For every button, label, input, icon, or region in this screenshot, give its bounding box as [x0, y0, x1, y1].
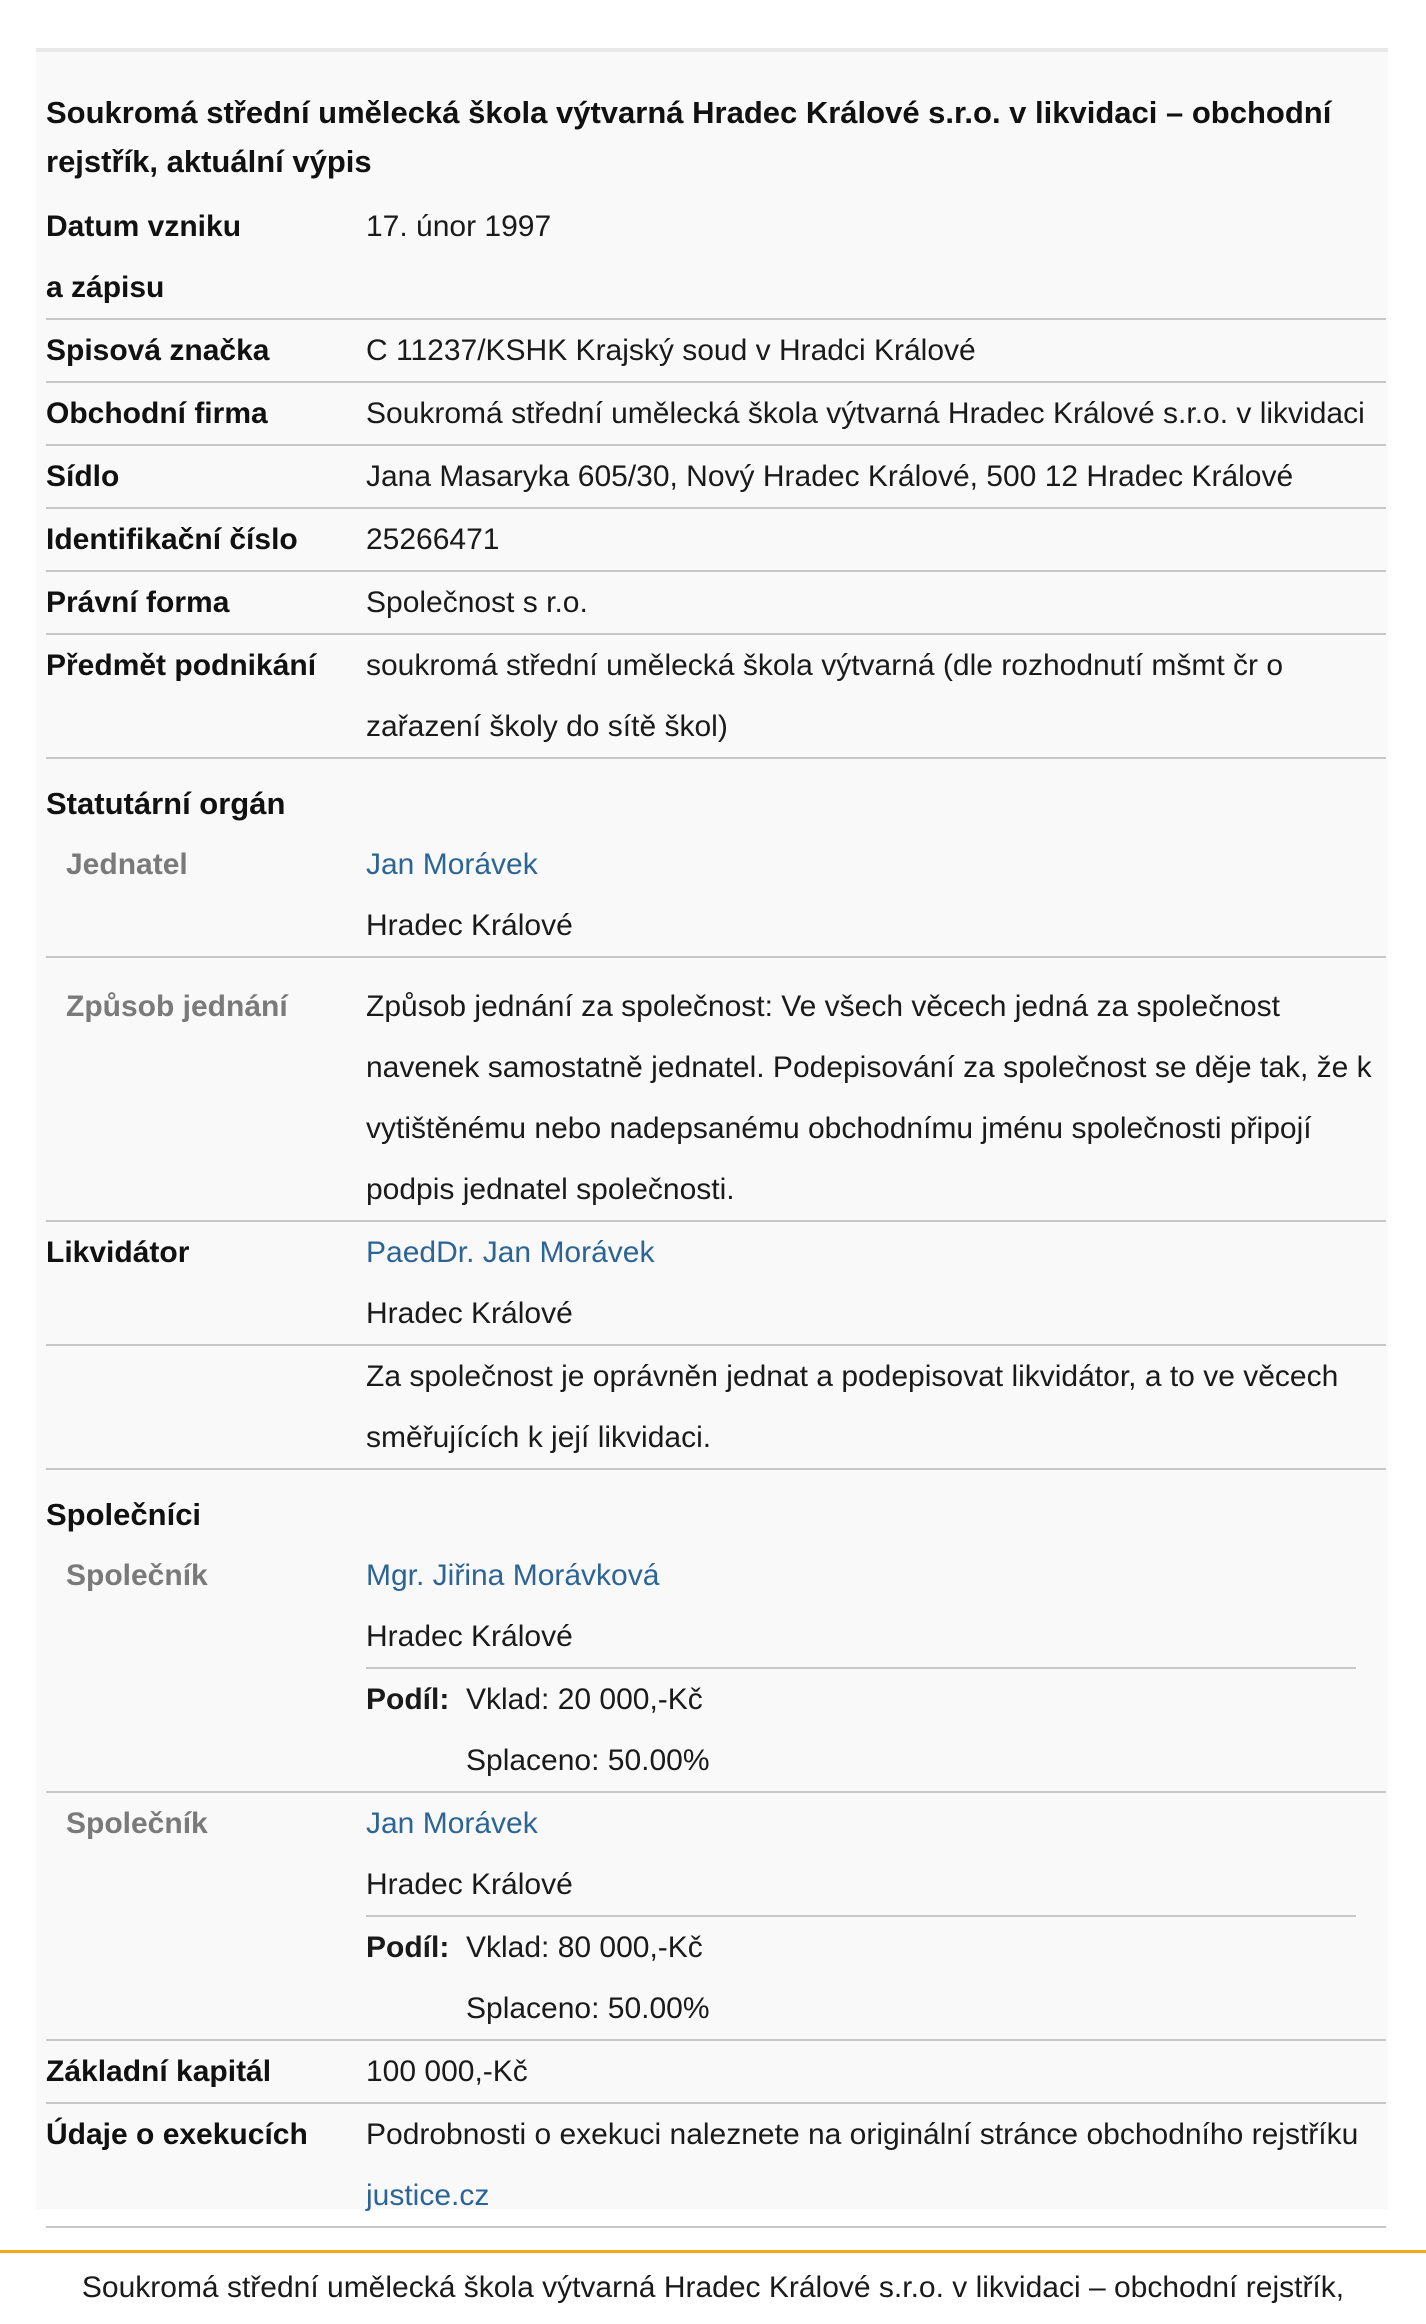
podil-1 [366, 1667, 1356, 1791]
spolecnik-2-link[interactable]: Jan Morávek [366, 1807, 538, 1840]
value-zpusob: Způsob jednání za společnost: Ve všech věcech jedná za společnost navenek samostatně jednatel. Podepisování za společnost se děje tak, že k vytištěnému nebo nadepsanému obchodnímu jménu společnosti připojí podpis jednatel společnosti. [366, 990, 1372, 1206]
value-spisova: C 11237/KSHK Krajský soud v Hradci Králové [366, 334, 976, 367]
value-predmet: soukromá střední umělecká škola výtvarná (dle rozhodnutí mšmt čr o zařazení školy do sítě škol) [366, 649, 1284, 743]
row-forma [46, 572, 1386, 635]
label-datum: Datum vzniku a zápisu [46, 210, 242, 304]
row-spolecnik-2 [46, 1793, 1386, 2041]
row-zpusob [46, 958, 1386, 1222]
value-sidlo: Jana Masaryka 605/30, Nový Hradec Králové, 500 12 Hradec Králové [366, 460, 1294, 493]
row-datum [46, 196, 1386, 320]
footer-divider [0, 2250, 1426, 2253]
likvidator-link[interactable]: PaedDr. Jan Morávek [366, 1236, 655, 1269]
registry-card [36, 52, 1388, 2212]
podil-1-label: Podíl: [366, 1683, 450, 1716]
label-ico: Identifikační číslo [46, 523, 298, 556]
spolecnik-2-city: Hradec Králové [366, 1868, 573, 1901]
value-kapital: 100 000,-Kč [366, 2055, 528, 2088]
spolecnik-1-link[interactable]: Mgr. Jiřina Morávková [366, 1559, 660, 1592]
jednatel-city: Hradec Králové [366, 909, 573, 942]
label-spisova: Spisová značka [46, 334, 270, 367]
label-firma: Obchodní firma [46, 397, 268, 430]
value-likvidator-text: Za společnost je oprávněn jednat a podepisovat likvidátor, a to ve věcech směřujících k její likvidaci. [366, 1360, 1339, 1454]
value-jednatel [366, 834, 1386, 956]
podil-1-splaceno: Splaceno: 50.00% [466, 1744, 710, 1777]
value-datum: 17. únor 1997 [366, 210, 552, 243]
label-jednatel: Jednatel [66, 848, 188, 881]
podil-2-values [466, 1917, 710, 2039]
row-predmet [46, 635, 1386, 759]
label-zpusob: Způsob jednání [66, 990, 288, 1023]
label-spolecnik-1: Společník [66, 1559, 208, 1592]
section-statutar: Statutární orgán [46, 786, 286, 821]
podil-2-splaceno: Splaceno: 50.00% [466, 1992, 710, 2025]
row-kapital [46, 2041, 1386, 2104]
podil-2-vklad: Vklad: 80 000,-Kč [466, 1931, 703, 1964]
row-jednatel [46, 834, 1386, 958]
value-exekuce [366, 2104, 1386, 2226]
section-spolecnici: Společníci [46, 1497, 202, 1532]
jednatel-link[interactable]: Jan Morávek [366, 848, 538, 881]
value-forma: Společnost s r.o. [366, 586, 588, 619]
row-likvidator [46, 1222, 1386, 1346]
label-likvidator: Likvidátor [46, 1236, 190, 1269]
justice-link[interactable]: justice.cz [366, 2179, 490, 2212]
row-ico [46, 509, 1386, 572]
podil-1-values [466, 1669, 710, 1791]
label-exekuce: Údaje o exekucích [46, 2118, 308, 2151]
row-sidlo [46, 446, 1386, 509]
label-forma: Právní forma [46, 586, 230, 619]
label-predmet: Předmět podnikání [46, 649, 317, 682]
row-likvidator-text [46, 1346, 1386, 1470]
row-firma [46, 383, 1386, 446]
value-firma: Soukromá střední umělecká škola výtvarná Hradec Králové s.r.o. v likvidaci [366, 397, 1365, 430]
exekuce-text: Podrobnosti o exekuci naleznete na originální stránce obchodního rejstříku [366, 2118, 1359, 2151]
podil-2-label: Podíl: [366, 1931, 450, 1964]
label-kapital: Základní kapitál [46, 2055, 272, 2088]
podil-2 [366, 1915, 1356, 2039]
registry-content [46, 88, 1386, 2228]
value-spolecnik-1 [366, 1545, 1386, 1791]
value-likvidator [366, 1222, 1386, 1344]
likvidator-city: Hradec Králové [366, 1297, 573, 1330]
page-title: Soukromá střední umělecká škola výtvarná Hradec Králové s.r.o. v likvidaci – obchodní rejstřík, aktuální výpis [46, 95, 1332, 179]
label-empty [46, 1346, 366, 1468]
podil-1-vklad: Vklad: 20 000,-Kč [466, 1683, 703, 1716]
value-ico: 25266471 [366, 523, 500, 556]
row-spolecnik-1 [46, 1545, 1386, 1793]
value-spolecnik-2 [366, 1793, 1386, 2039]
footer-text: Soukromá střední umělecká škola výtvarná Hradec Králové s.r.o. v likvidaci – obchodní rejstřík, [81, 2271, 1345, 2304]
row-spisova [46, 320, 1386, 383]
label-sidlo: Sídlo [46, 460, 120, 493]
row-exekuce [46, 2104, 1386, 2228]
spolecnik-1-city: Hradec Králové [366, 1620, 573, 1653]
label-spolecnik-2: Společník [66, 1807, 208, 1840]
